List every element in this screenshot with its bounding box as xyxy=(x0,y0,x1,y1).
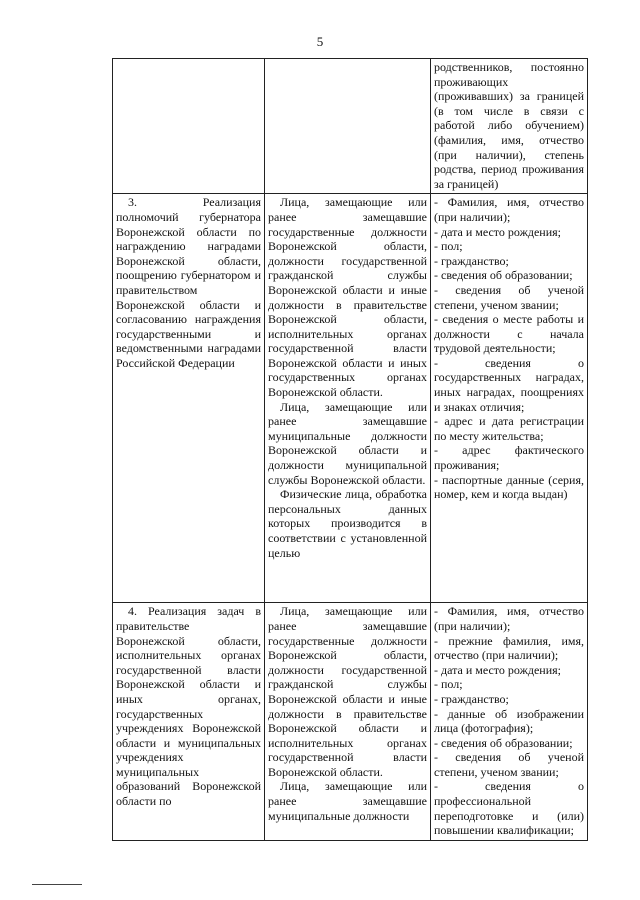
table-row xyxy=(113,194,588,603)
data-cell xyxy=(431,194,588,603)
subjects-cell xyxy=(265,59,431,194)
data-item: - сведения об ученой степени, ученом звании; xyxy=(434,750,584,779)
subject-paragraph: Лица, замещающие или ранее замещавшие муниципальные должности xyxy=(268,779,427,823)
data-item: - сведения о месте работы и должности с начала трудовой деятельности; xyxy=(434,312,584,356)
purpose-text: 3. Реализация полномочий губернатора Воронежской области по награждению наградами Воронежской области, поощрению губернатором и правительством Воронежской области и согласованию награждения государственными и ведомственными наградами Российской Федерации xyxy=(116,195,261,370)
purpose-cell xyxy=(113,59,265,194)
data-item: - сведения о государственных наградах, иных наградах, поощрениях и знаках отличия; xyxy=(434,355,584,414)
data-item: родственников, постоянно проживающих (проживавших) за границей (в том числе в связи с работой либо обучением) (фамилия, имя, отчество (при наличии), степень родства, период проживания за границей) xyxy=(434,60,584,191)
data-item: - прежние фамилия, имя, отчество (при наличии); xyxy=(434,633,584,663)
data-item: - сведения об образовании; xyxy=(434,735,573,750)
table-row xyxy=(113,603,588,841)
data-item: - данные об изображении лица (фотография); xyxy=(434,706,584,736)
data-item: - сведения об образовании; xyxy=(434,268,573,283)
data-item: - дата и место рождения; xyxy=(434,662,562,677)
purpose-text: 4. Реализация задач в правительстве Воронежской области, исполнительных органах государственной власти Воронежской области и иных органах, государственных учреждениях Воронежской области и муниципальных учреждениях муниципальных образований Воронежской области по xyxy=(116,604,261,809)
data-item: - Фамилия, имя, отчество (при наличии); xyxy=(434,195,584,224)
subject-paragraph: Физические лица, обработка персональных данных которых производится в соответствии с установленной целью xyxy=(268,487,427,560)
data-item: - пол; xyxy=(434,677,463,692)
data-item: - Фамилия, имя, отчество (при наличии); xyxy=(434,604,584,633)
data-item: - адрес и дата регистрации по месту жительства; xyxy=(434,414,584,443)
table-row xyxy=(113,59,588,194)
subjects-cell xyxy=(265,603,431,841)
data-item: - сведения о профессиональной переподготовке и (или) повышении квалификации; xyxy=(434,779,584,838)
page-number: 5 xyxy=(316,34,324,49)
data-item: - гражданство; xyxy=(434,253,509,268)
data-item: - гражданство; xyxy=(434,691,509,706)
purpose-cell xyxy=(113,194,265,603)
subject-paragraph: Лица, замещающие или ранее замещавшие государственные должности Воронежской области, должности государственной гражданской службы Воронежской области и иные должности в правительстве Воронежской области и исполнительных органах государственной власти Воронежской области. xyxy=(268,604,427,779)
subject-paragraph: Лица, замещающие или ранее замещавшие государственные должности Воронежской области, должности государственной гражданской службы Воронежской области и иные должности в правительстве Воронежской области, исполнительных органах государственной власти Воронежской области и иных государственных органах Воронежской области. xyxy=(268,195,427,400)
data-item: - сведения об ученой степени, ученом звании; xyxy=(434,282,584,312)
data-item: - дата и место рождения; xyxy=(434,224,562,239)
personal-data-table xyxy=(112,58,588,841)
purpose-cell xyxy=(113,603,265,841)
subject-paragraph: Лица, замещающие или ранее замещавшие муниципальные должности Воронежской области и должности муниципальной службы Воронежской области. xyxy=(268,399,427,487)
subjects-cell xyxy=(265,194,431,603)
data-cell xyxy=(431,59,588,194)
footnote-divider xyxy=(32,884,82,885)
data-item: - паспортные данные (серия, номер, кем и когда выдан) xyxy=(434,472,584,502)
data-item: - пол; xyxy=(434,239,463,254)
data-cell xyxy=(431,603,588,841)
data-item: - адрес фактического проживания; xyxy=(434,443,584,473)
